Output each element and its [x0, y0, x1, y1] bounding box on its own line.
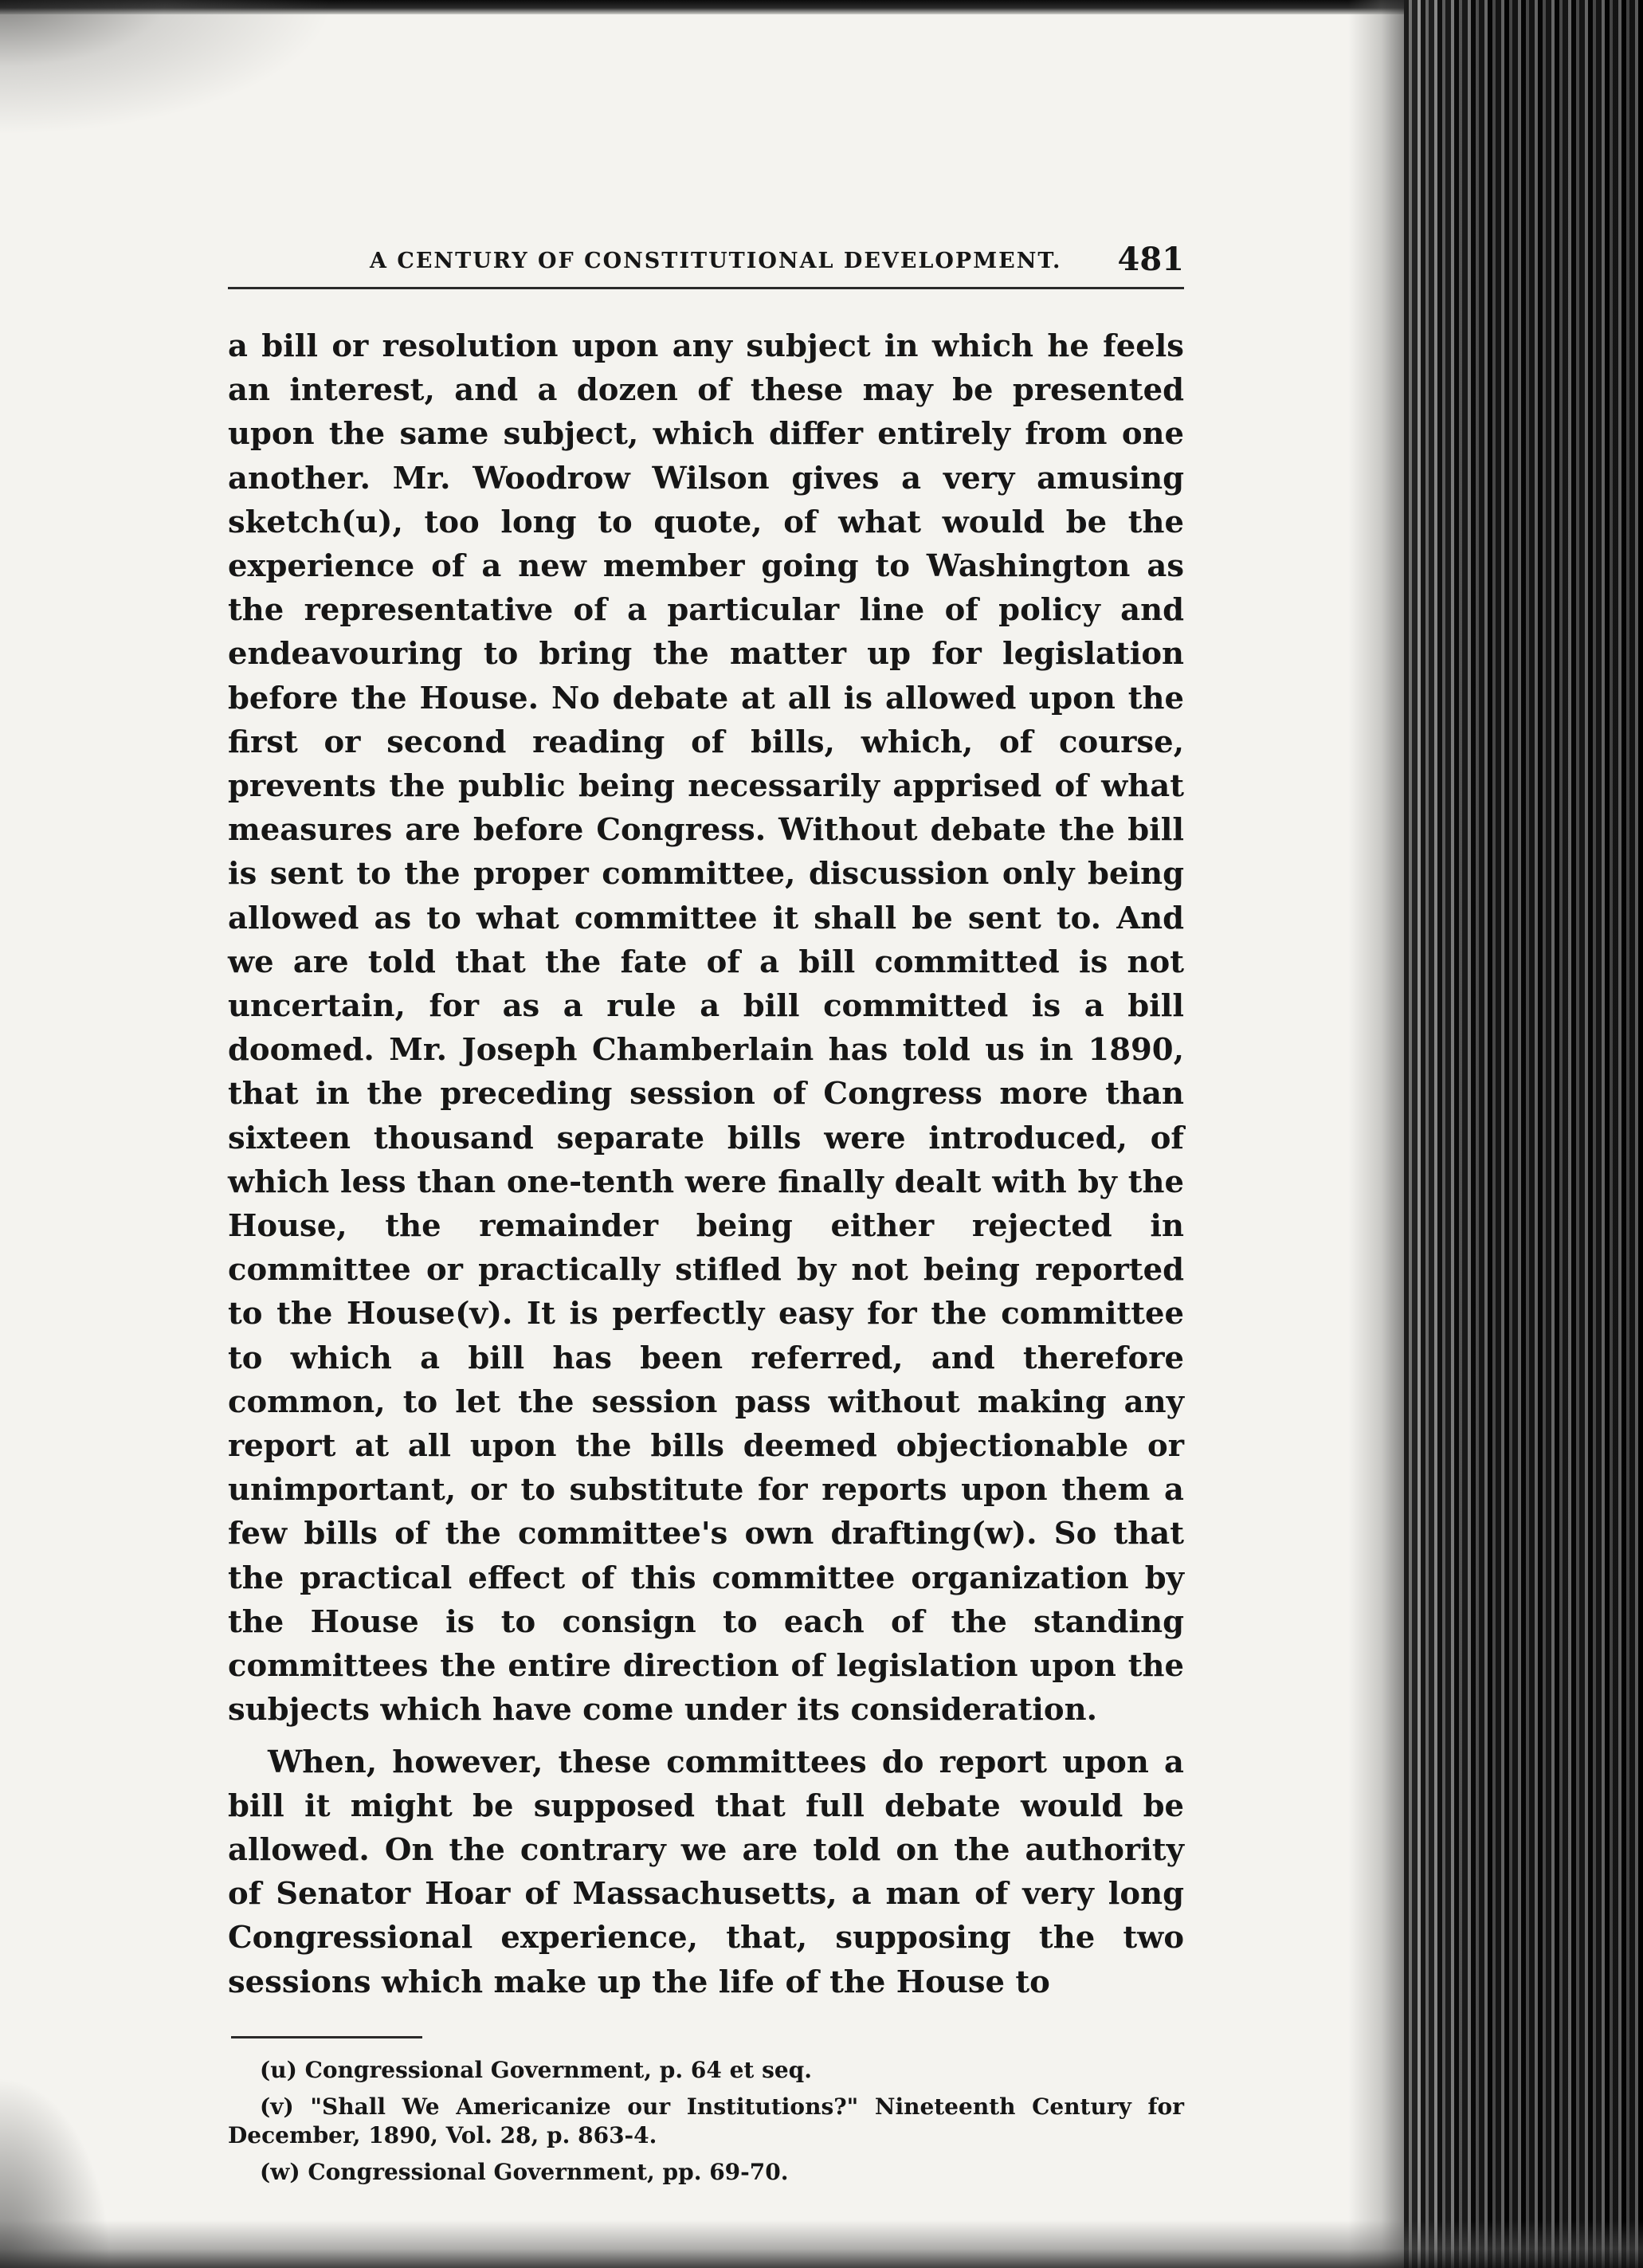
- paragraph-1: a bill or resolution upon any subject in which he feels an interest, and a dozen of these may be presented upon the same subject, which differ entirely from one another. Mr. Woodrow Wilson gives a very amusing sketch(u), too long to quote, of what would be the experience of a new member going to Washington as the representative of a particular line of policy and endeavouring to bring the matter up for legislation before the House. No debate at all is allowed upon the first or second reading of bills, which, of course, prevents the public being necessarily apprised of what measures are before Congress. Without debate the bill is sent to the proper committee, discussion only being allowed as to what committee it shall be sent to. And we are told that the fate of a bill committed is not uncertain, for as a rule a bill committed is a bill doomed. Mr. Joseph Chamberlain has told us in 1890, that in the preceding session of Congress more than sixteen thousand separate bills were introduced, of which less than one-tenth were finally dealt with by the House, the remainder being either rejected in committee or practically stifled by not being reported to the House(v). It is perfectly easy for the committee to which a bill has been referred, and therefore common, to let the session pass without making any report at all upon the bills deemed objectionable or unimportant, or to substitute for reports upon them a few bills of the committee's own drafting(w). So that the practical effect of this committee organization by the House is to consign to each of the standing committees the entire direction of legislation upon the subjects which have come under its consideration.: [228, 328, 1184, 1728]
- scan-shadow-top-left: [0, 0, 335, 135]
- running-head-title: A CENTURY OF CONSTITUTIONAL DEVELOPMENT.: [370, 249, 1062, 273]
- paragraph-2: When, however, these committees do report upon a bill it might be supposed that full debate would be allowed. On the contrary we are told on the authority of Senator Hoar of Massachusetts, a man of very long Congressional experience, that, supposing the two sessions which make up the life of the House to: [228, 1744, 1184, 2000]
- running-head: [228, 239, 1184, 289]
- page-number: 481: [1117, 241, 1184, 278]
- footnote-v: (v) "Shall We Americanize our Institutions?" Nineteenth Century for December, 1890, Vol. 28, p. 863-4.: [228, 2093, 1184, 2148]
- body-text: [228, 324, 1184, 2004]
- spine-shadow: [1348, 0, 1404, 2268]
- footnote-rule: [231, 2036, 422, 2038]
- footnotes: [228, 2056, 1184, 2187]
- footnote-w: (w) Congressional Government, pp. 69-70.: [260, 2158, 789, 2185]
- scan-shadow-bottom-left: [0, 2077, 112, 2268]
- footnote-u: (u) Congressional Government, p. 64 et seq.: [260, 2056, 812, 2083]
- book-spine-edge: [1404, 0, 1643, 2268]
- book-page: [228, 239, 1184, 2195]
- scan-border-bottom: [0, 2220, 1643, 2268]
